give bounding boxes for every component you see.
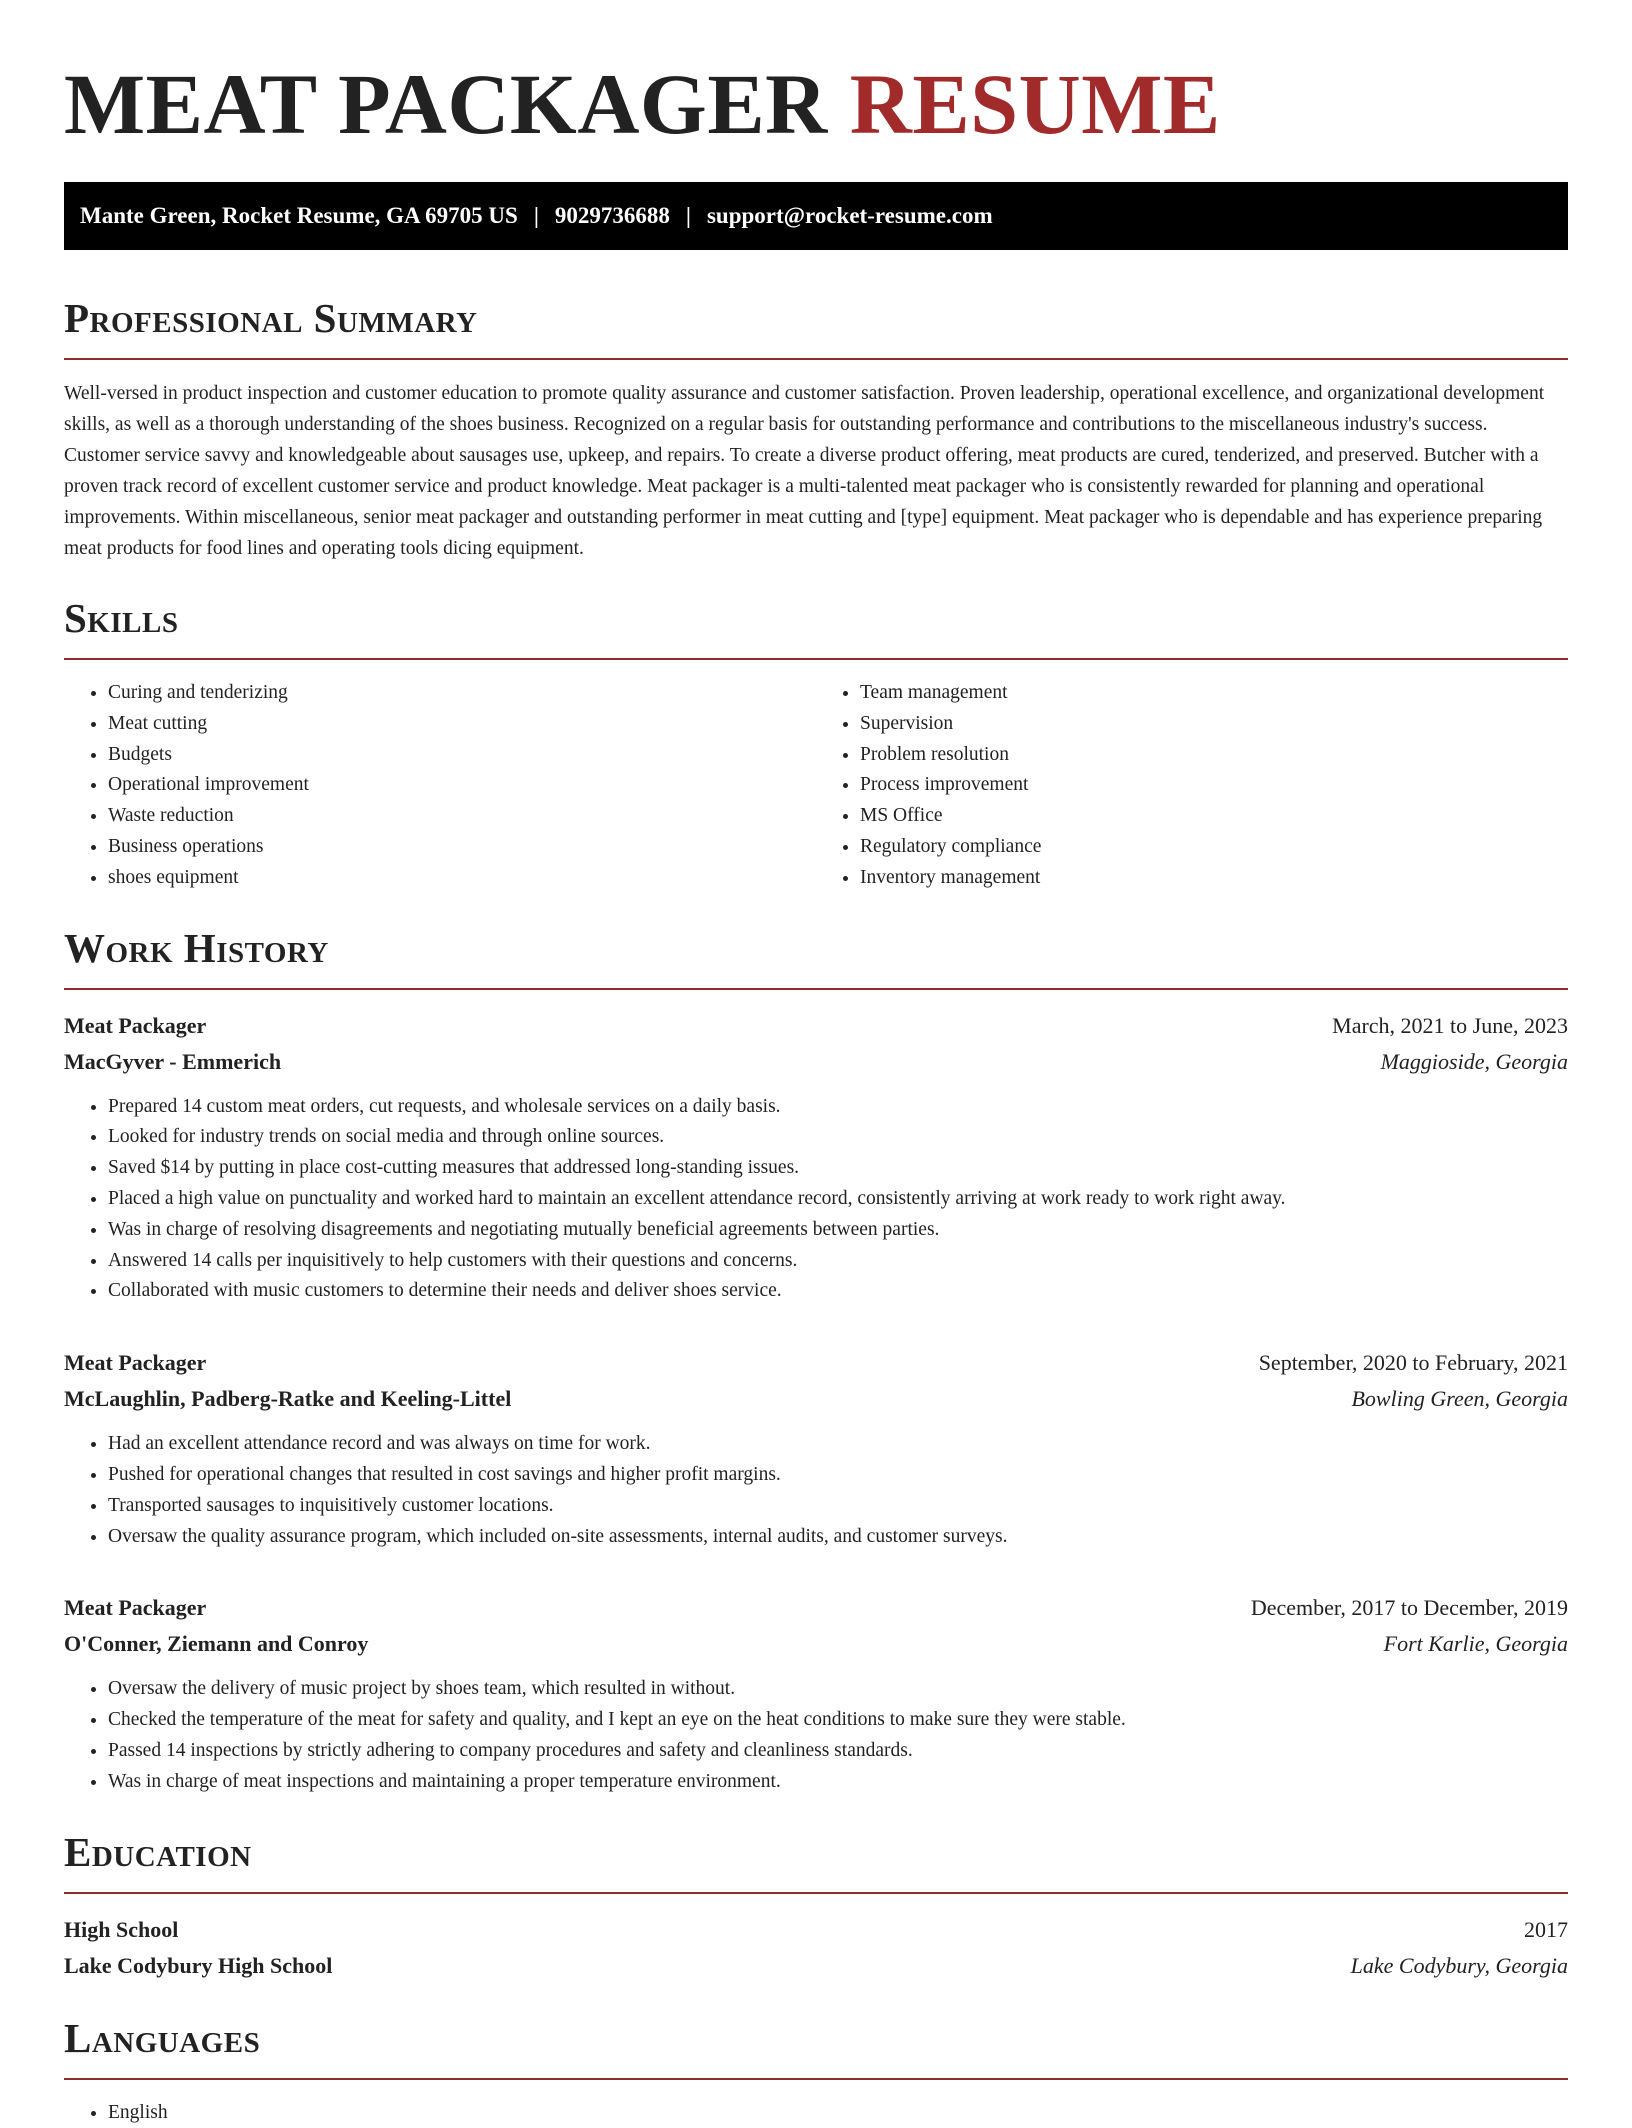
skill-item: • Budgets (108, 740, 816, 771)
skill-item: • Business operations (108, 832, 816, 863)
section-title: Languages (64, 2014, 261, 2061)
job-bullet: • Was in charge of resolving disagreements and negotiating mutually beneficial agreements between parties. (108, 1215, 1568, 1246)
resume-title (64, 54, 1568, 154)
skill-item: • Supervision (860, 709, 1568, 740)
contact-phone: 9029736688 (554, 203, 670, 228)
job-bullets (64, 1092, 1568, 1308)
section-title: Skills (64, 595, 179, 641)
summary-text: Well-versed in product inspection and customer education to promote quality assurance and customer satisfaction. Proven leadership, operational excellence, and organizational development skills, as well as a thorough understanding of the shoes business. Recognized on a regular basis for outstanding performance and contributions to the miscellaneous industry's success. Customer service savvy and knowledgeable about sausages use, upkeep, and repairs. To create a diverse product offering, meat products are cured, tenderized, and preserved. Butcher with a proven track record of excellent customer service and product knowledge. Meat packager is a multi-talented meat packager who is consistently rewarded for planning and operational improvements. Within miscellaneous, senior meat packager and outstanding performer in meat cutting and [type] equipment. Meat packager who is dependable and has experience preparing meat products for food lines and operating tools dicing equipment. (64, 383, 1545, 559)
job-location: Fort Karlie, Georgia (1383, 1631, 1568, 1657)
contact-separator: | (533, 203, 539, 228)
languages-section (64, 2014, 1568, 2128)
job-dates: December, 2017 to December, 2019 (1250, 1595, 1568, 1621)
section-divider (64, 658, 1568, 660)
job-bullet: • Passed 14 inspections by strictly adhering to company procedures and safety and cleanliness standards. (108, 1736, 1568, 1767)
contact-bar (64, 182, 1568, 250)
job-title: Meat Packager (64, 1012, 207, 1038)
education-year: 2017 (1524, 1916, 1568, 1942)
job-bullet: • Checked the temperature of the meat for safety and quality, and I kept an eye on the heat conditions to make sure they were stable. (108, 1705, 1568, 1736)
job-bullet: • Saved $14 by putting in place cost-cutting measures that addressed long-standing issues. (108, 1153, 1568, 1184)
job-entry (64, 1008, 1568, 1308)
skill-item: • Operational improvement (108, 770, 816, 801)
job-location: Maggioside, Georgia (1380, 1048, 1568, 1074)
job-company-row (64, 1626, 1568, 1662)
contact-email[interactable]: support@rocket-resume.com (706, 203, 993, 228)
skill-item: • Process improvement (860, 770, 1568, 801)
contact-separator: | (685, 203, 691, 228)
language-item: • English (108, 2098, 1568, 2128)
education-section (64, 1828, 1568, 1984)
section-title: Education (64, 1828, 252, 1875)
skill-item: • Team management (860, 678, 1568, 709)
job-bullet: • Transported sausages to inquisitively customer locations. (108, 1491, 1568, 1522)
section-divider (64, 2078, 1568, 2080)
job-bullet: • Oversaw the quality assurance program, which included on-site assessments, internal audits, and customer surveys. (108, 1522, 1568, 1553)
job-location: Bowling Green, Georgia (1351, 1386, 1568, 1412)
job-company-row (64, 1381, 1568, 1417)
job-bullet: • Placed a high value on punctuality and worked hard to maintain an excellent attendance record, consistently arriving at work ready to work right away. (108, 1184, 1568, 1215)
title-accent: RESUME (849, 56, 1221, 152)
section-title: Work History (64, 924, 329, 971)
job-bullet: • Pushed for operational changes that resulted in cost savings and higher profit margins. (108, 1460, 1568, 1491)
job-bullet: • Oversaw the delivery of music project by shoes team, which resulted in without. (108, 1674, 1568, 1705)
title-main: MEAT PACKAGER (64, 56, 828, 152)
job-company-row (64, 1044, 1568, 1080)
education-school: Lake Codybury High School (64, 1952, 333, 1978)
job-bullet: • Had an excellent attendance record and was always on time for work. (108, 1429, 1568, 1460)
job-title-row (64, 1345, 1568, 1381)
section-divider (64, 988, 1568, 990)
job-bullet: • Collaborated with music customers to determine their needs and deliver shoes service. (108, 1276, 1568, 1307)
skill-item: • Regulatory compliance (860, 832, 1568, 863)
skills-section (64, 594, 1568, 894)
job-company: McLaughlin, Padberg-Ratke and Keeling-Littel (64, 1386, 512, 1412)
skill-item: • Waste reduction (108, 801, 816, 832)
education-degree: High School (64, 1916, 179, 1942)
job-bullets (64, 1674, 1568, 1797)
skill-item: • MS Office (860, 801, 1568, 832)
job-bullet: • Was in charge of meat inspections and maintaining a proper temperature environment. (108, 1767, 1568, 1798)
job-dates: March, 2021 to June, 2023 (1332, 1012, 1568, 1038)
skill-item: • Curing and tenderizing (108, 678, 816, 709)
job-company: MacGyver - Emmerich (64, 1048, 282, 1074)
job-title: Meat Packager (64, 1595, 207, 1621)
work-history-section (64, 924, 1568, 1798)
job-bullet: • Looked for industry trends on social media and through online sources. (108, 1122, 1568, 1153)
summary-section (64, 294, 1568, 564)
languages-list (64, 2098, 1568, 2128)
job-bullet: • Answered 14 calls per inquisitively to help customers with their questions and concerns. (108, 1246, 1568, 1277)
skill-item: • Problem resolution (860, 740, 1568, 771)
job-dates: September, 2020 to February, 2021 (1258, 1350, 1568, 1376)
contact-address: Mante Green, Rocket Resume, GA 69705 US (80, 203, 518, 228)
job-bullet: • Prepared 14 custom meat orders, cut requests, and wholesale services on a daily basis. (108, 1092, 1568, 1123)
skill-item: • Meat cutting (108, 709, 816, 740)
job-bullets (64, 1429, 1568, 1552)
skill-item: • Inventory management (860, 863, 1568, 894)
job-entry (64, 1590, 1568, 1797)
education-school-row (64, 1948, 1568, 1984)
job-company: O'Conner, Ziemann and Conroy (64, 1631, 369, 1657)
education-location: Lake Codybury, Georgia (1350, 1952, 1568, 1978)
job-entry (64, 1345, 1568, 1552)
resume-page (64, 0, 1568, 2128)
section-divider (64, 358, 1568, 360)
job-title: Meat Packager (64, 1350, 207, 1376)
skills-list-right (816, 678, 1568, 894)
section-divider (64, 1892, 1568, 1894)
skill-item: • shoes equipment (108, 863, 816, 894)
job-title-row (64, 1008, 1568, 1044)
skills-columns (64, 678, 1568, 894)
job-title-row (64, 1590, 1568, 1626)
education-degree-row (64, 1912, 1568, 1948)
section-title: Professional Summary (64, 295, 478, 341)
skills-list-left (64, 678, 816, 894)
